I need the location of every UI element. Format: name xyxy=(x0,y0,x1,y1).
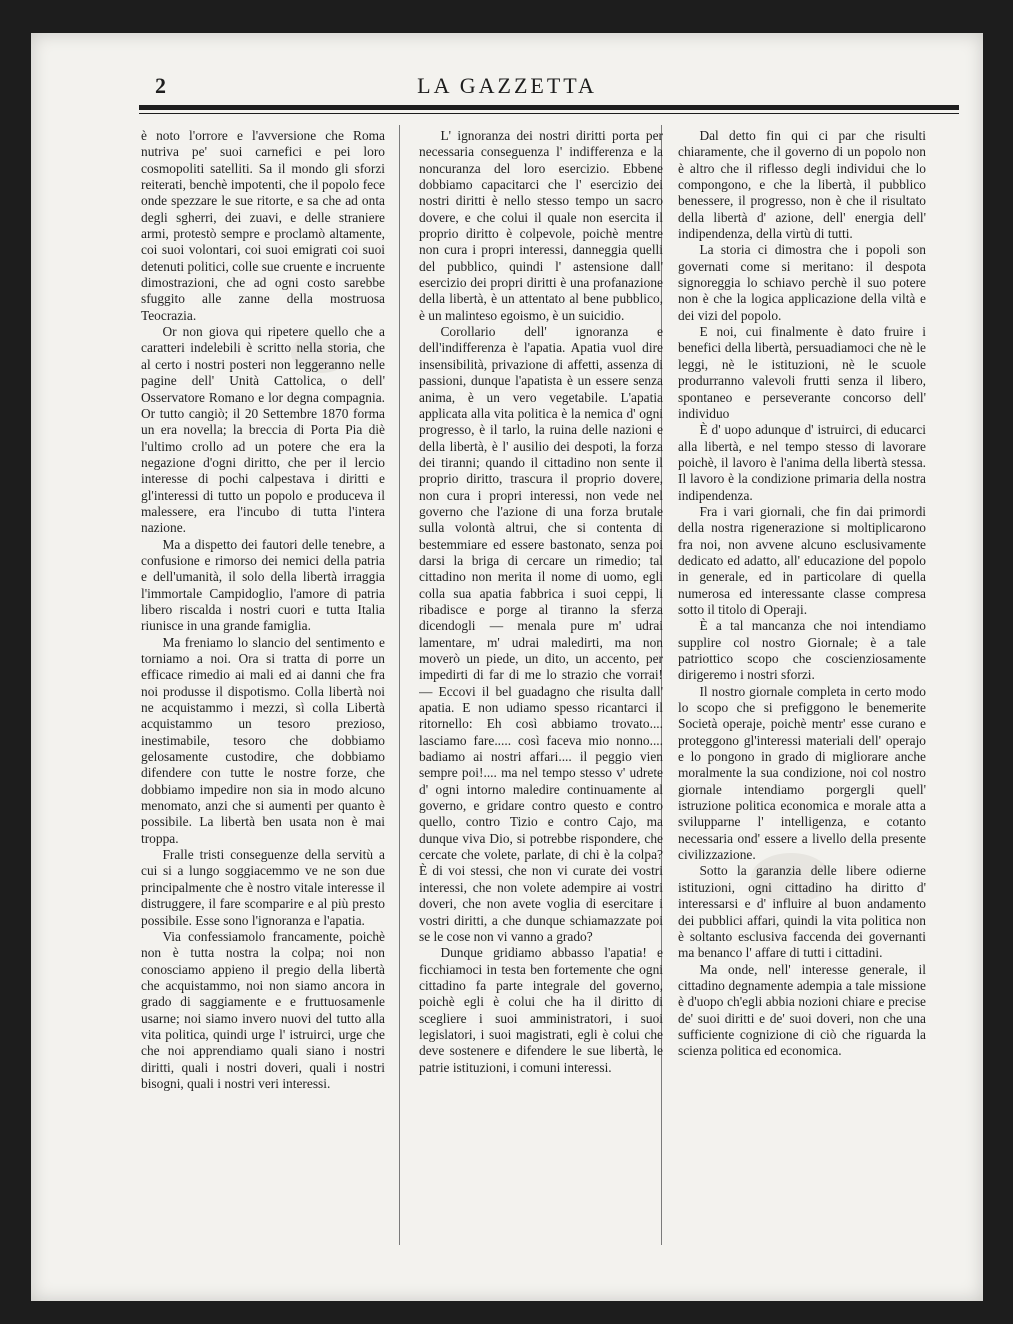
paragraph: Ma a dispetto dei fautori delle tenebre, a confusione e rimorso dei nemici della patria e dell'umanità, il solo della libertà irraggia l'immortale Campidoglio, l'amore di patria libero riscalda i nostri cuori e tutta Italia riunisce in una grande famiglia. xyxy=(141,536,385,634)
article-column-1 xyxy=(141,128,385,1288)
paragraph: Fra i vari giornali, che fin dai primordi della nostra rigenerazione si moltiplicarono fra noi, non avvene alcuno esclusivamente dedicato ed adatto, all' educazione del popolo in generale, ed in particolare di quella numerosa ed interessante classe compresa sotto il titolo di Operaji. xyxy=(678,503,926,617)
masthead xyxy=(31,33,983,113)
newspaper-page xyxy=(31,33,983,1301)
paragraph: Fralle tristi conseguenze della servitù a cui si a lungo soggiacemmo ve ne son due principalmente che è nostro vitale interesse il distruggere, il fare scomparire e al più presto possibile. Esse sono l'ignoranza e l'apatia. xyxy=(141,847,385,928)
page-number: 2 xyxy=(155,73,166,98)
paragraph: Ma onde, nell' interesse generale, il cittadino degnamente adempia a tale missione è d'uopo ch'egli abbia nozioni chiare e precise de' suoi diritti e de' suoi doveri, non che una sufficiente cognizione di ciò che riguarda la scienza politica ed economica. xyxy=(678,961,926,1059)
paragraph: Sotto la garanzia delle libere odierne istituzioni, ogni cittadino ha diritto d' interessarsi e d' influire al buon andamento dei pubblici affari, quindi la vita politica non è soltanto esclusiva faccenda dei governanti ma benanco l' affare di tutti i cittadini. xyxy=(678,863,926,961)
paragraph: E noi, cui finalmente è dato fruire i benefici della libertà, persuadiamoci che nè le leggi, nè le istituzioni, nè le scuole produrranno valevoli frutti senza il libero, spontaneo e perseverante concorso dell' individuo xyxy=(678,324,926,421)
paragraph: Dunque gridiamo abbasso l'apatia! e ficchiamoci in testa ben fortemente che ogni cittadino fa parte integrale del governo, poichè egli è colui che ha il diritto di scegliere i suoi amministratori, i suoi legislatori, i suoi magistrati, egli è colui che deve sostenere e difendere le sue libertà, le patrie istituzioni, i comuni interessi. xyxy=(419,945,663,1075)
paragraph: è noto l'orrore e l'avversione che Roma nutriva pe' suoi carnefici e pei loro cosmopoliti satelliti. Sa il mondo gli sforzi reiterati, benchè impotenti, che il popolo fece onde spezzare le sue ritorte, e sa che ad onta degli sgherri, dei zuavi, e delle straniere armi, protestò sempre e proclamò altamente, coi suoi volontari, coi suoi emigrati coi suoi detenuti politici, colle sue cruente e incruente dimostrazioni, che ad ogni costo sarebbe sfuggito alle zanne della mostruosa Teocrazia. xyxy=(141,128,385,323)
paragraph: Or non giova qui ripetere quello che a caratteri indelebili è scritto nella storia, che al certo i nostri posteri non leggeranno nelle pagine dell' Unità Cattolica, o dell' Osservatore Romano e lor degna compagnia. Or tutto cangiò; il 20 Settembre 1870 forma un era novella; la breccia di Porta Pia diè l'ultimo crollo ad un potere che era la negazione d'ogni diritto, che per il lercio interesse di pochi calpestava i diritti e gl'interessi di tutto un popolo e produceva il malessere, era l'incubo di tutta l'intera nazione. xyxy=(141,324,385,536)
article-column-2 xyxy=(419,128,663,1288)
paragraph: Via confessiamolo francamente, poichè non è tutta nostra la colpa; noi non conosciamo appieno il pregio della libertà che acquistammo, noi non siamo ancora in grado di saggiamente e e fruttuosamenle usarne; noi siamo invero nuovi del tutto alla vita politica, quindi urge l' istruirci, urge che che noi apprendiamo quali siano i nostri diritti, quali i nostri doveri, quali i nostri bisogni, quali i nostri veri interessi. xyxy=(141,928,385,1091)
column-divider xyxy=(399,125,400,1245)
paragraph: È d' uopo adunque d' istruirci, di educarci alla libertà, e nel tempo stesso di lavorare poichè, il lavoro è l'anima della libertà stessa. Il lavoro è la condizione primaria della nostra indipendenza. xyxy=(678,422,926,503)
header-rule-thick xyxy=(139,105,959,110)
paragraph: Ma freniamo lo slancio del sentimento e torniamo a noi. Ora si tratta di porre un efficace rimedio ai mali ed ai danni che fra noi produsse il dispotismo. Colla libertà noi ne acquistammo i mezzi, sì colla Libertà acquistammo un tesoro prezioso, inestimabile, tesoro che dobbiamo gelosamente custodire, che dobbiamo difendere con tutte le nostre forze, che dobbiamo impedire non sia in modo alcuno menomato, anzi che si aumenti per quanto è possibile. La libertà ben usata non è mai troppa. xyxy=(141,634,385,846)
article-column-3 xyxy=(678,128,926,1288)
paragraph: È a tal mancanza che noi intendiamo supplire col nostro Giornale; è a tale patriottico scopo che coscienziosamente dirigeremo i nostri sforzi. xyxy=(678,618,926,683)
paragraph: La storia ci dimostra che i popoli son governati come si meritano: il despota signoreggia lo schiavo perchè il suo potere non è che la logica applicazione della viltà e dei vizi del popolo. xyxy=(678,242,926,323)
paragraph: Dal detto fin qui ci par che risulti chiaramente, che il governo di un popolo non è altro che il riflesso degli individui che lo compongono, e che la libertà, il pubblico benessere, il progresso, non è che il risultato della libertà d' azione, dell' energia dell' indipendenza, della virtù di tutti. xyxy=(678,128,926,242)
paragraph: Il nostro giornale completa in certo modo lo scopo che si prefiggono le benemerite Società operaje, poichè mentr' esse curano e proteggono gl'interessi materiali dell' operajo e lo pongono in grado di migliorare anche moralmente la sua condizione, noi col nostro giornale intendiamo porgergli quell' istruzione politica economica e morale atta a svilupparne l' intelligenza, e cotanto necessaria ond' essere a livello della presente civilizzazione. xyxy=(678,683,926,863)
header-rule-thin xyxy=(139,113,959,114)
newspaper-title: LA GAZZETTA xyxy=(417,73,597,98)
paragraph: Corollario dell' ignoranza e dell'indifferenza è l'apatia. Apatia vuol dire insensibilità, privazione di affetti, assenza di passioni, dunque l'apatista è un essere senza anima, è un vero vegetabile. L'apatia applicata alla vita politica è la nemica d' ogni progresso, è il tarlo, la ruina delle nazioni e della libertà, è l' ausilio dei despoti, la forza dei tiranni; quando il cittadino non sente il proprio diritto, trascura il proprio dovere, non cura i propri interessi, non vede nel governo che l'azione di una forza brutale sulla volontà altrui, che si contenta di bestemmiare ed essere bastonato, senza poi darsi la briga di cercare un rimedio; tal cittadino non merita il nome di uomo, egli colla sua apatia fabbrica i suoi ceppi, li ribadisce e porge al tiranno la sferza dicendogli — menala pure m' udrai lamentare, m' udrai maledirti, ma non moverò un piede, un dito, un accento, per impedirti di far di me lo strazio che vorrai! — Eccovi il bel guadagno che risulta dall' apatia. E non udiamo spesso ricantarci il ritornello: Eh così abbiamo trovato.... lasciamo fare..... così faceva mio nonno.... badiamo ai nostri affari.... il peggio vien sempre poi!.... ma nel tempo stesso v' udrete d' ogni intorno maledire continuamente al governo, e gridare contro questo e contro quello, contro Tizio e contro Cajo, ma dunque viva Dio, si potrebbe rispondere, che cercate che volete, parlate, di chi è la colpa? È di voi stessi, che non vi curate dei vostri interessi, che non volete adempire ai vostri doveri, che non avete voglia di esercitare i vostri diritti, a che dunque schiamazzate poi se le cose non vi vanno a grado? xyxy=(419,324,663,944)
paragraph: L' ignoranza dei nostri diritti porta per necessaria conseguenza l' indifferenza e la noncuranza del loro esercizio. Ebbene dobbiamo capacitarci che l' esercizio dei nostri diritti è nello stesso tempo un sacro dovere, e che colui il quale non esercita il proprio diritto è colpevole, poichè mentre non cura i propri interessi, danneggia quelli del pubblico, quindi l' astensione dall' esercizio dei propri diritti è una profanazione della libertà, è un attentato al bene pubblico, è un malinteso egoismo, è un suicidio. xyxy=(419,128,663,323)
